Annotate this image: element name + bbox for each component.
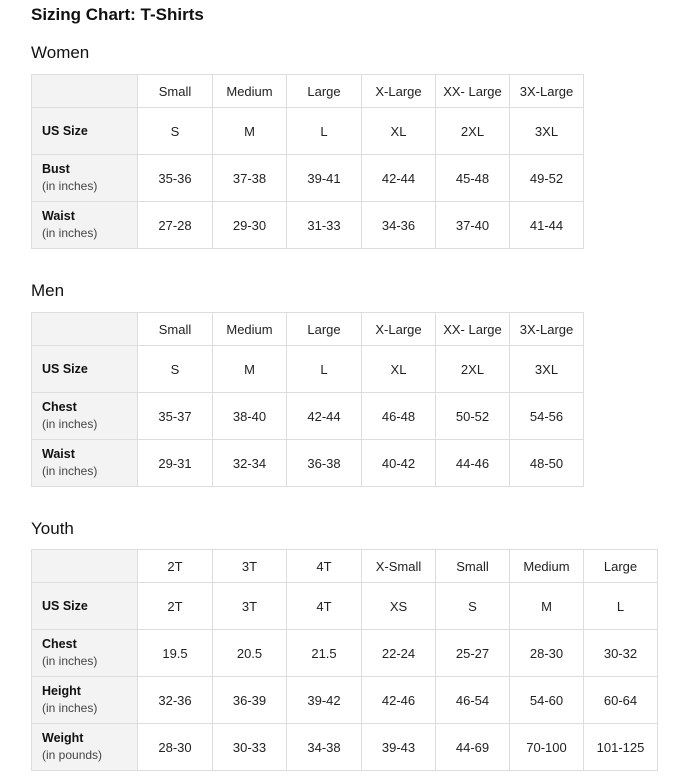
column-header: Medium <box>510 550 584 583</box>
row-label <box>32 724 138 771</box>
table-cell: M <box>510 583 584 630</box>
table-cell: 2T <box>138 583 213 630</box>
table-cell: 35-36 <box>138 155 213 202</box>
row-label <box>32 440 138 487</box>
row-label-unit: (in inches) <box>42 654 98 668</box>
table-cell: 49-52 <box>510 155 584 202</box>
column-header: Small <box>138 313 213 346</box>
table-cell: 42-44 <box>287 393 362 440</box>
row-label <box>32 393 138 440</box>
row-label-text: US Size <box>42 598 88 613</box>
table-cell: 39-42 <box>287 677 362 724</box>
table-cell: L <box>584 583 658 630</box>
column-header: Medium <box>213 313 287 346</box>
row-label-text: Chest <box>42 637 77 651</box>
page-title: Sizing Chart: T-Shirts <box>31 5 204 24</box>
column-header: X-Large <box>362 313 436 346</box>
table-cell: 70-100 <box>510 724 584 771</box>
table-cell: 3XL <box>510 108 584 155</box>
table-cell: 42-46 <box>362 677 436 724</box>
table-cell: 34-38 <box>287 724 362 771</box>
column-header: Small <box>436 550 510 583</box>
table-cell: 34-36 <box>362 202 436 249</box>
table-cell: L <box>287 108 362 155</box>
table-cell: 60-64 <box>584 677 658 724</box>
row-label <box>32 202 138 249</box>
row-label-text: Height <box>42 684 81 698</box>
row-label-text: US Size <box>42 123 88 138</box>
table-cell: 38-40 <box>213 393 287 440</box>
column-header: 3X-Large <box>510 75 584 108</box>
table-cell: 3XL <box>510 346 584 393</box>
column-header: 3T <box>213 550 287 583</box>
table-cell: 36-39 <box>213 677 287 724</box>
row-label-text: Waist <box>42 447 75 461</box>
row-label-text: US Size <box>42 361 88 376</box>
table-header-row <box>32 550 658 583</box>
column-header: X-Small <box>362 550 436 583</box>
table-row <box>32 393 584 440</box>
row-label-text: Weight <box>42 731 84 745</box>
column-header: XX- Large <box>436 75 510 108</box>
table-cell: 42-44 <box>362 155 436 202</box>
table-cell: 3T <box>213 583 287 630</box>
table-cell: 36-38 <box>287 440 362 487</box>
table-cell: 29-30 <box>213 202 287 249</box>
table-cell: 44-69 <box>436 724 510 771</box>
table-cell: 54-56 <box>510 393 584 440</box>
table-row <box>32 630 658 677</box>
row-label <box>32 630 138 677</box>
table-row <box>32 202 584 249</box>
row-label-unit: (in inches) <box>42 417 98 431</box>
table-cell: 46-54 <box>436 677 510 724</box>
row-label <box>32 677 138 724</box>
table-cell: 48-50 <box>510 440 584 487</box>
column-header: Medium <box>213 75 287 108</box>
table-row <box>32 155 584 202</box>
table-cell: 32-36 <box>138 677 213 724</box>
table-cell: 101-125 <box>584 724 658 771</box>
table-cell: S <box>138 108 213 155</box>
table-cell: 30-32 <box>584 630 658 677</box>
table-row <box>32 108 584 155</box>
table-cell: M <box>213 108 287 155</box>
table-cell: 40-42 <box>362 440 436 487</box>
table-corner-cell <box>32 75 138 108</box>
table-cell: 2XL <box>436 108 510 155</box>
row-label-text: Waist <box>42 209 75 223</box>
column-header: Large <box>287 75 362 108</box>
table-cell: 20.5 <box>213 630 287 677</box>
table-cell: 46-48 <box>362 393 436 440</box>
table-row <box>32 346 584 393</box>
table-cell: 21.5 <box>287 630 362 677</box>
table-cell: 32-34 <box>213 440 287 487</box>
table-cell: 31-33 <box>287 202 362 249</box>
table-cell: S <box>436 583 510 630</box>
table-cell: 25-27 <box>436 630 510 677</box>
table-cell: 27-28 <box>138 202 213 249</box>
column-header: Small <box>138 75 213 108</box>
column-header: X-Large <box>362 75 436 108</box>
table-row <box>32 724 658 771</box>
table-cell: XL <box>362 346 436 393</box>
table-cell: 50-52 <box>436 393 510 440</box>
section-title-women: Women <box>31 43 90 62</box>
row-label <box>32 155 138 202</box>
row-label <box>32 346 138 393</box>
row-label-unit: (in inches) <box>42 701 98 715</box>
column-header: 3X-Large <box>510 313 584 346</box>
table-cell: 28-30 <box>510 630 584 677</box>
table-header-row <box>32 313 584 346</box>
row-label-unit: (in inches) <box>42 464 98 478</box>
youth-size-table <box>31 549 658 771</box>
table-cell: 19.5 <box>138 630 213 677</box>
table-cell: 45-48 <box>436 155 510 202</box>
row-label <box>32 583 138 630</box>
table-cell: L <box>287 346 362 393</box>
table-cell: 30-33 <box>213 724 287 771</box>
column-header: 4T <box>287 550 362 583</box>
table-row <box>32 440 584 487</box>
table-cell: M <box>213 346 287 393</box>
row-label-unit: (in inches) <box>42 226 98 240</box>
table-corner-cell <box>32 313 138 346</box>
table-row <box>32 583 658 630</box>
table-cell: 37-40 <box>436 202 510 249</box>
table-cell: 35-37 <box>138 393 213 440</box>
table-cell: 41-44 <box>510 202 584 249</box>
section-title-men: Men <box>31 281 65 300</box>
table-row <box>32 677 658 724</box>
table-cell: 39-41 <box>287 155 362 202</box>
table-cell: XL <box>362 108 436 155</box>
table-header-row <box>32 75 584 108</box>
row-label-text: Bust <box>42 162 70 176</box>
row-label-unit: (in inches) <box>42 179 98 193</box>
table-cell: XS <box>362 583 436 630</box>
men-size-table <box>31 312 584 487</box>
table-cell: 37-38 <box>213 155 287 202</box>
table-cell: 4T <box>287 583 362 630</box>
column-header: Large <box>584 550 658 583</box>
table-cell: S <box>138 346 213 393</box>
row-label <box>32 108 138 155</box>
row-label-unit: (in pounds) <box>42 748 103 762</box>
table-cell: 39-43 <box>362 724 436 771</box>
column-header: Large <box>287 313 362 346</box>
row-label-text: Chest <box>42 400 77 414</box>
table-cell: 54-60 <box>510 677 584 724</box>
table-cell: 28-30 <box>138 724 213 771</box>
table-cell: 29-31 <box>138 440 213 487</box>
women-size-table <box>31 74 584 249</box>
table-corner-cell <box>32 550 138 583</box>
column-header: 2T <box>138 550 213 583</box>
section-title-youth: Youth <box>31 519 74 538</box>
table-cell: 22-24 <box>362 630 436 677</box>
table-cell: 44-46 <box>436 440 510 487</box>
column-header: XX- Large <box>436 313 510 346</box>
table-cell: 2XL <box>436 346 510 393</box>
